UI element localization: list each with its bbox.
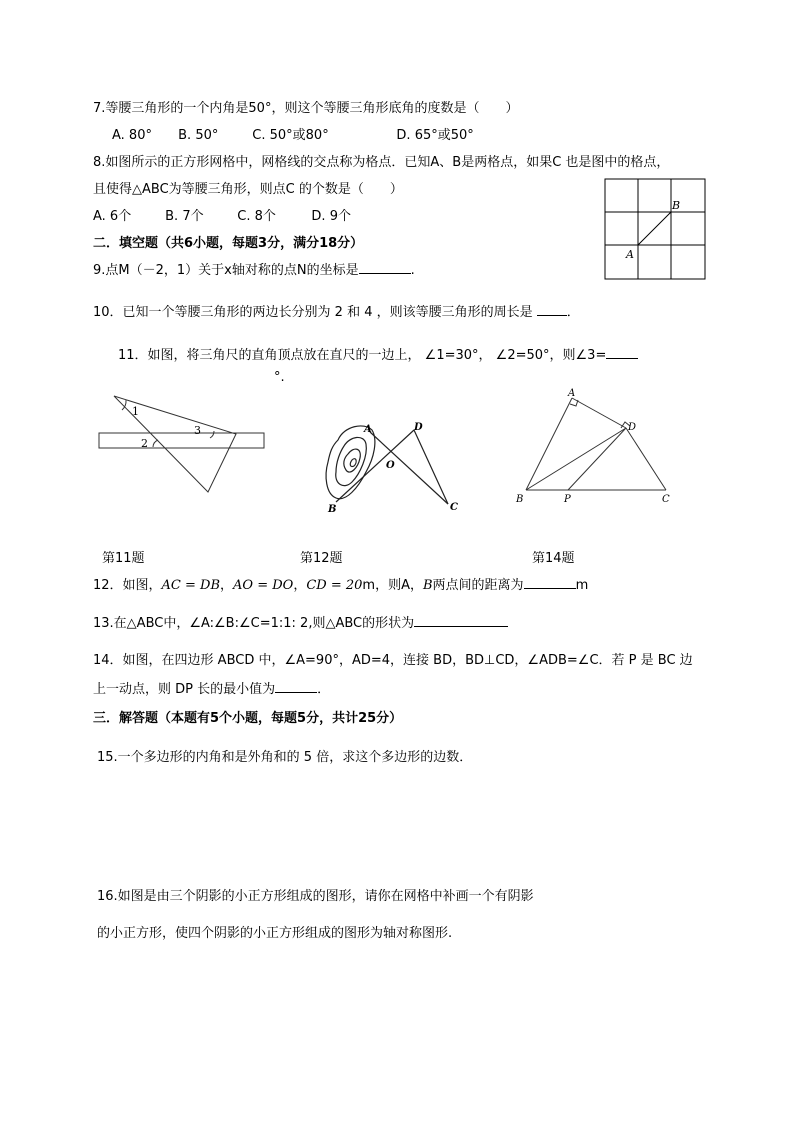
fig11-label-1: 1 — [132, 405, 139, 418]
fig12-label-b: B — [328, 504, 337, 515]
q10-line — [93, 301, 580, 320]
q12-unit: m — [575, 578, 589, 593]
fig11-label-3: 3 — [194, 424, 201, 437]
q14-end: ． — [317, 682, 331, 697]
q8-line2: 且使得△ABC为等腰三角形，则点C 的个数是（ ） — [93, 182, 403, 197]
q14-line2: 上一动点，则 DP 长的最小值为 — [93, 682, 276, 697]
q7-text: 7.等腰三角形的一个内角是50°，则这个等腰三角形底角的度数是（ ） — [93, 101, 519, 116]
q8-option-d: D. 9个 — [311, 209, 351, 224]
q14-line1: 14．如图，在四边形 ABCD 中，∠A=90°，AD=4，连接 BD，BD⊥CD，∠ADB=∠C．若 P 是 BC 边 — [93, 653, 693, 668]
fig11 — [96, 388, 270, 498]
q12-text-5: 两点间的距离为 — [432, 578, 524, 593]
fig14-label-b: B — [516, 494, 524, 505]
q12-math-3: CD = 20 — [306, 578, 363, 593]
fig14-label-c: C — [662, 494, 670, 505]
q8-grid-figure — [604, 178, 706, 280]
q12-math-4: B — [422, 578, 433, 593]
q10-end: ． — [566, 305, 580, 320]
fig14-label-d: D — [628, 422, 637, 433]
q16-line1: 16.如图是由三个阴影的小正方形组成的图形，请你在网格中补画一个有阴影 — [97, 889, 534, 904]
fig14-label-p: P — [564, 494, 571, 505]
q16-line2: 的小正方形，使四个阴影的小正方形组成的图形为轴对称图形. — [97, 926, 453, 941]
q12-text-1: 12．如图， — [93, 578, 162, 593]
q8-option-b: B. 7个 — [165, 209, 204, 224]
q8-option-a: A. 6个 — [93, 209, 132, 224]
caption-q11: 第11题 — [102, 551, 145, 566]
q14-line2-wrap — [93, 678, 330, 697]
q9-line — [93, 259, 415, 278]
q12-math-2: AO = DO — [233, 578, 294, 593]
q10-answer-blank[interactable] — [537, 303, 567, 316]
q7-options — [112, 124, 474, 143]
q13-answer-blank[interactable] — [414, 614, 508, 627]
fig14 — [510, 386, 682, 508]
q8-option-c: C. 8个 — [237, 209, 276, 224]
section2-title: 二．填空题（共6小题，每题3分，满分18分） — [93, 236, 364, 251]
fig12-label-o: O — [386, 460, 395, 471]
q11-degree: °. — [274, 370, 285, 385]
fig14-label-a: A — [568, 388, 576, 399]
q14-answer-blank[interactable] — [275, 680, 317, 693]
q11-line — [118, 344, 638, 363]
q11-text: 11．如图，将三角尺的直角顶点放在直尺的一边上， ∠1=30°， ∠2=50°，则∠3= — [118, 348, 607, 363]
caption-q12: 第12题 — [300, 551, 343, 566]
q12-answer-blank[interactable] — [524, 576, 576, 589]
q7-option-d: D. 65°或50° — [396, 128, 474, 143]
fig12-label-d: D — [414, 422, 423, 433]
fig12-label-a: A — [364, 424, 372, 435]
q13-text: 13.在△ABC中，∠A:∠B:∠C=1:1: 2,则△ABC的形状为 — [93, 616, 415, 631]
caption-q14: 第14题 — [532, 551, 575, 566]
fig12-label-c: C — [450, 502, 458, 513]
q12-math-1: AC = DB — [161, 578, 221, 593]
q7-option-a: A. 80° — [112, 128, 152, 143]
q7-option-b: B. 50° — [178, 128, 219, 143]
q8-options — [93, 205, 351, 224]
fig12 — [316, 418, 466, 518]
q12-text-3: ， — [293, 578, 307, 593]
q15-text: 15.一个多边形的内角和是外角和的 5 倍，求这个多边形的边数． — [97, 750, 473, 765]
q8-line1: 8.如图所示的正方形网格中，网格线的交点称为格点．已知A、B是两格点，如果C 也是图中的格点， — [93, 155, 670, 170]
q12-text-2: ， — [220, 578, 234, 593]
q8-label-b: B — [672, 199, 681, 212]
q12-text-4: m，则A， — [362, 578, 423, 593]
q10-text: 10．已知一个等腰三角形的两边长分别为 2 和 4 ，则该等腰三角形的周长是 — [93, 305, 533, 320]
q12-line — [93, 574, 588, 593]
q9-end: . — [410, 263, 415, 278]
section3-title: 三．解答题（本题有5个小题，每题5分，共计25分） — [93, 711, 403, 726]
q7-option-c: C. 50°或80° — [252, 128, 329, 143]
q8-label-a: A — [626, 248, 634, 261]
q9-answer-blank[interactable] — [359, 261, 411, 274]
fig11-label-2: 2 — [141, 437, 148, 450]
q13-line — [93, 612, 508, 631]
q11-answer-blank[interactable] — [606, 346, 638, 359]
q9-text: 9.点M（－2，1）关于x轴对称的点N的坐标是 — [93, 263, 359, 278]
